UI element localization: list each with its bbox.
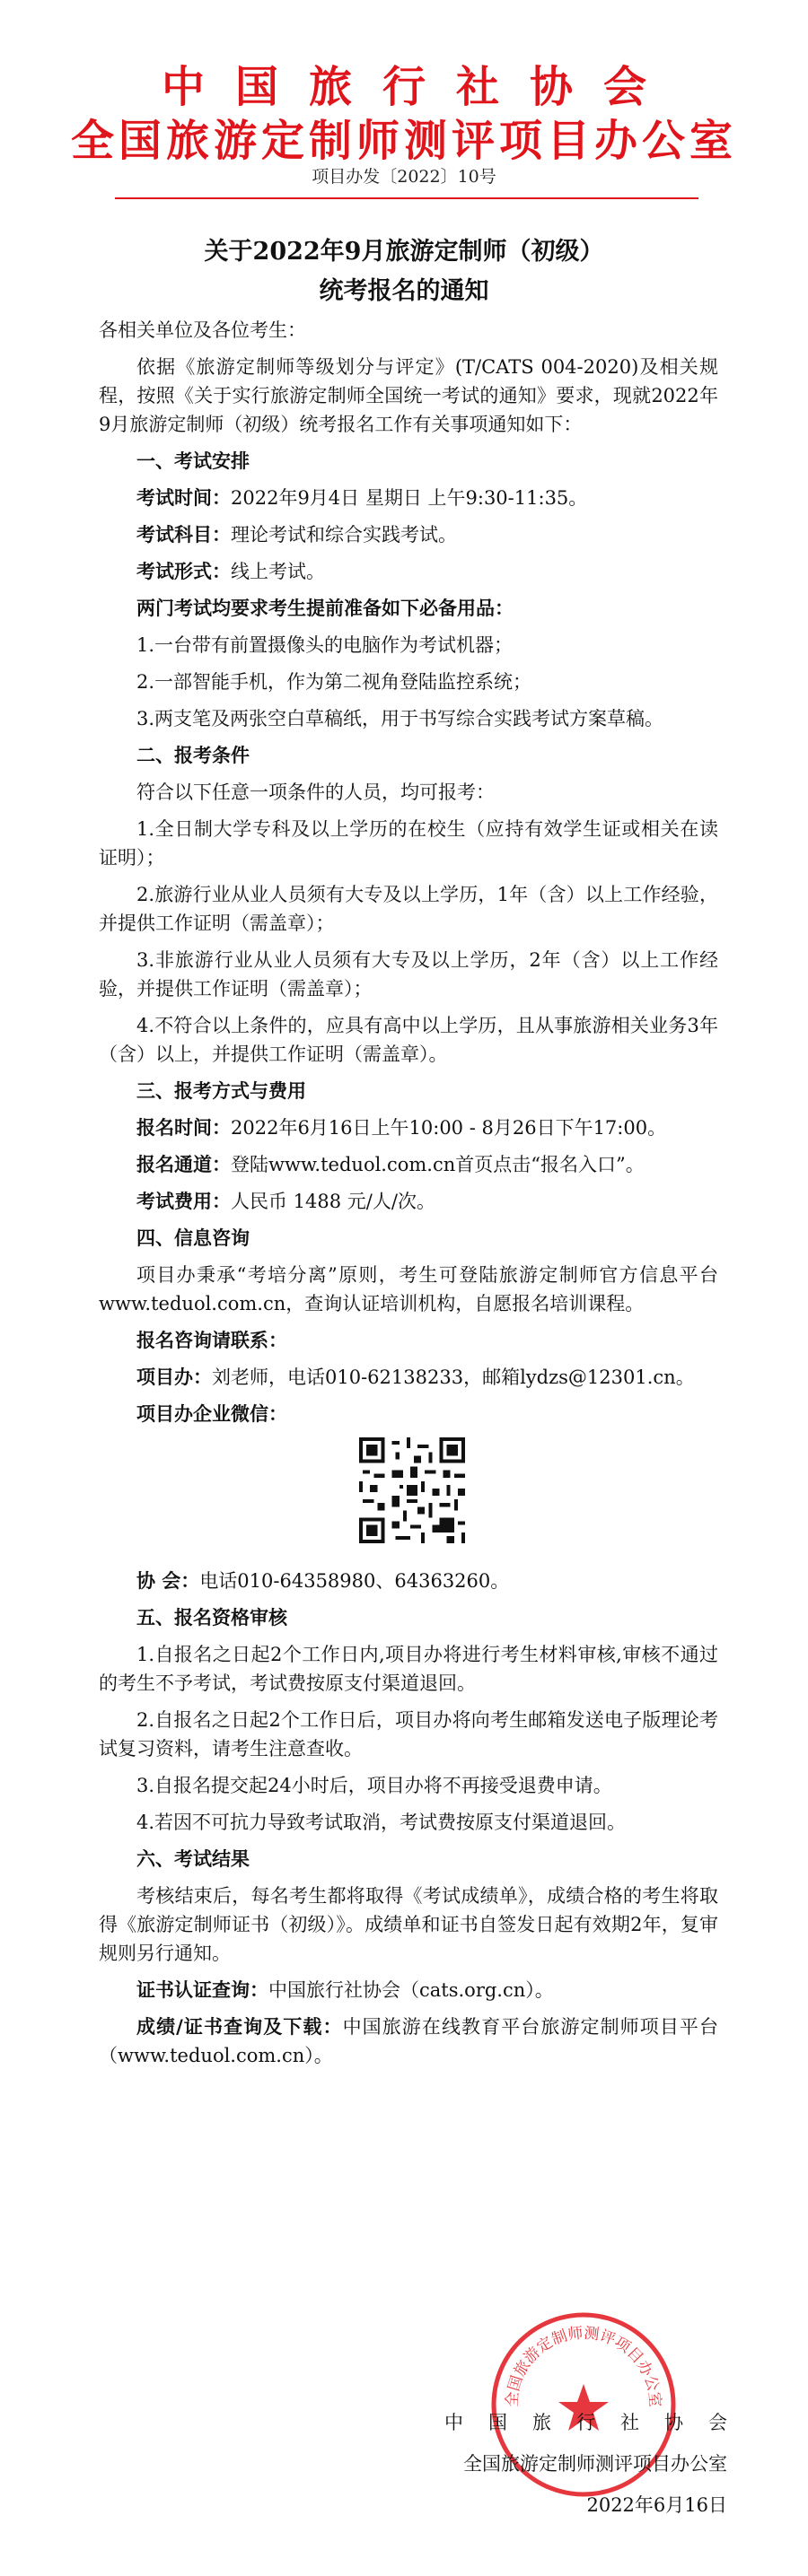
certificate-verify-label: 证书认证查询：	[136, 1979, 268, 2001]
list-item: 1.全日制大学专科及以上学历的在校生（应持有效学生证或相关在读证明）；	[99, 818, 718, 869]
wechat-label: 项目办企业微信：	[136, 1403, 287, 1425]
exam-fee-value: 人民币 1488 元/人/次。	[231, 1191, 435, 1212]
list-item: 4.不符合以上条件的，应具有高中以上学历，且从事旅游相关业务3年（含）以上，并提供工作证明（需盖章）。	[99, 1015, 718, 1065]
office-contact-label: 项目办：	[136, 1367, 212, 1388]
association-contact-label: 协 会：	[136, 1570, 200, 1592]
exam-subject-label: 考试科目：	[136, 524, 231, 546]
notice-title-line2: 统考报名的通知	[319, 277, 489, 305]
prep-requirement: 两门考试均要求考生提前准备如下必备用品：	[136, 598, 514, 619]
intro-paragraph: 依据《旅游定制师等级划分与评定》(T/CATS 004-2020)及相关规程，按照《关于实行旅游定制师全国统一考试的通知》要求，现就2022年9月旅游定制师（初级）统考报名工作有关事项通知如下：	[99, 356, 718, 435]
download-value: 中国旅游在线教育平台旅游定制师项目平台（www.teduol.com.cn）。	[99, 2016, 719, 2066]
list-item: 1.自报名之日起2个工作日内,项目办将进行考生材料审核,审核不通过的考生不予考试，考试费按原支付渠道退回。	[99, 1644, 718, 1694]
document-number: 项目办发〔2022〕10号	[312, 167, 496, 187]
list-item: 3.自报名提交起24小时后，项目办将不再接受退费申请。	[136, 1775, 612, 1796]
info-paragraph: 项目办秉承“考培分离”原则，考生可登陆旅游定制师官方信息平台www.teduol.com.cn，查询认证培训机构，自愿报名培训课程。	[99, 1264, 718, 1314]
exam-fee-label: 考试费用：	[136, 1191, 231, 1212]
section-4-heading: 四、信息咨询	[136, 1227, 250, 1249]
list-item: 4.若因不可抗力导致考试取消，考试费按原支付渠道退回。	[136, 1812, 627, 1833]
header-org-name: 中国旅行社协会	[161, 62, 677, 112]
exam-subject-value: 理论考试和综合实践考试。	[231, 524, 457, 546]
list-item: 1.一台带有前置摄像头的电脑作为考试机器；	[136, 634, 514, 656]
registration-channel-value: 登陆www.teduol.com.cn首页点击“报名入口”。	[231, 1154, 645, 1175]
signature-office: 全国旅游定制师测评项目办公室	[463, 2453, 727, 2475]
section-1-heading: 一、考试安排	[136, 450, 250, 472]
list-item: 3.非旅游行业从业人员须有大专及以上学历，2年（含）以上工作经验，并提供工作证明（需盖章）；	[99, 949, 718, 1000]
section-2-heading: 二、报考条件	[136, 745, 250, 766]
qr-code-icon[interactable]	[359, 1437, 465, 1543]
exam-time-label: 考试时间：	[136, 487, 231, 509]
section-6-heading: 六、考试结果	[136, 1848, 250, 1870]
contact-heading: 报名咨询请联系：	[136, 1330, 287, 1351]
results-paragraph: 考核结束后，每名考生都将取得《考试成绩单》，成绩合格的考生将取得《旅游定制师证书（初级）》。成绩单和证书自签发日起有效期2年，复审规则另行通知。	[99, 1885, 718, 1964]
list-item: 3.两支笔及两张空白草稿纸，用于书写综合实践考试方案草稿。	[136, 708, 664, 729]
list-item: 2.一部智能手机，作为第二视角登陆监控系统；	[136, 671, 532, 693]
wechat-qr-code-container	[99, 1437, 718, 1543]
header-office-name: 全国旅游定制师测评项目办公室	[70, 116, 737, 166]
conditions-intro: 符合以下任意一项条件的人员，均可报考：	[136, 782, 495, 803]
svg-text:全国旅游定制师测评项目办公室: 全国旅游定制师测评项目办公室	[503, 2324, 664, 2408]
download-label: 成绩/证书查询及下载：	[136, 2016, 343, 2038]
association-contact-value: 电话010-64358980、64363260。	[199, 1570, 510, 1592]
salutation: 各相关单位及各位考生：	[99, 319, 306, 341]
registration-time-value: 2022年6月16日上午10:00 - 8月26日下午17:00。	[231, 1117, 667, 1139]
section-3-heading: 三、报考方式与费用	[136, 1080, 306, 1102]
signature-org: 中国旅行社协会	[444, 2412, 752, 2433]
notice-body	[99, 316, 718, 2078]
header-red-rule	[115, 197, 698, 199]
office-contact-value: 刘老师，电话010-62138233，邮箱lydzs@12301.cn。	[212, 1367, 695, 1388]
notice-title-line1: 关于2022年9月旅游定制师（初级）	[204, 238, 604, 266]
exam-time-value: 2022年9月4日 星期日 上午9:30-11:35。	[231, 487, 588, 509]
section-5-heading: 五、报名资格审核	[136, 1607, 287, 1629]
exam-form-value: 线上考试。	[231, 561, 325, 582]
signature-date: 2022年6月16日	[586, 2494, 727, 2516]
registration-channel-label: 报名通道：	[136, 1154, 231, 1175]
list-item: 2.旅游行业从业人员须有大专及以上学历，1年（含）以上工作经验，并提供工作证明（需盖章）；	[99, 884, 718, 934]
certificate-verify-value: 中国旅行社协会（cats.org.cn）。	[268, 1979, 554, 2001]
list-item: 2.自报名之日起2个工作日后，项目办将向考生邮箱发送电子版理论考试复习资料，请考生注意查收。	[99, 1709, 718, 1760]
exam-form-label: 考试形式：	[136, 561, 231, 582]
registration-time-label: 报名时间：	[136, 1117, 231, 1139]
